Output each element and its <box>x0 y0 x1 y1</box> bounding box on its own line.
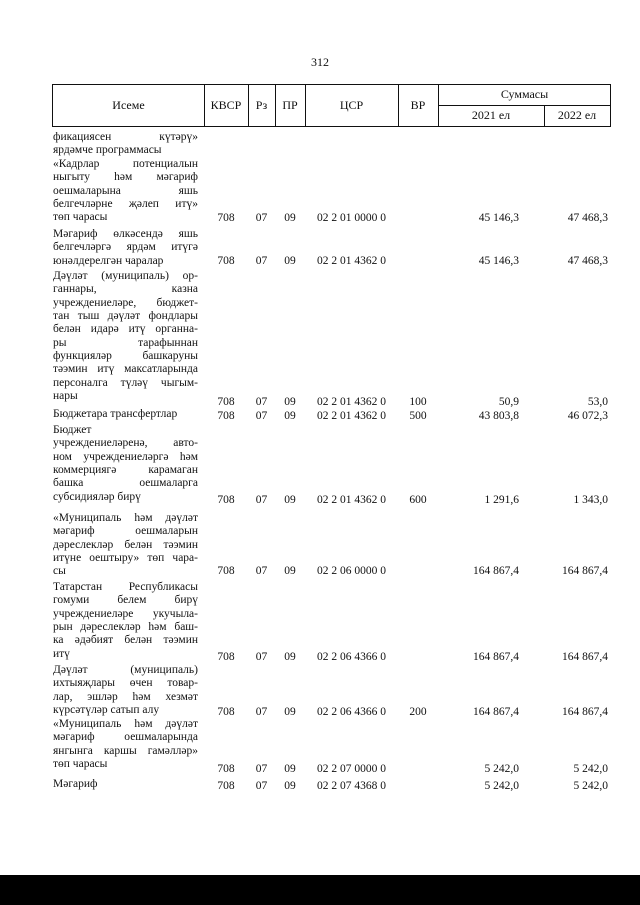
row-kvsr: 708 <box>217 255 235 267</box>
row-name-line: белән идарә итү органна- <box>53 323 198 336</box>
row-name-line: тан тыш дәүләт фондлары <box>53 310 198 323</box>
row-name-line: Бюджет <box>53 424 92 436</box>
row-kvsr: 708 <box>217 494 235 506</box>
row-name <box>53 512 198 579</box>
row-sum-2021: 50,9 <box>498 396 519 408</box>
row-rz: 07 <box>255 651 268 663</box>
row-sum-2021: 45 146,3 <box>478 212 519 224</box>
row-name-line: ка әдәбият белән тәэмин <box>53 634 198 647</box>
row-name-line: рын дәреслекләр һәм баш- <box>53 621 198 634</box>
row-sum-2022: 5 242,0 <box>573 780 608 792</box>
row-rz: 07 <box>255 396 268 408</box>
row-name-line: тәэмин итү максатларында <box>53 363 198 376</box>
row-rz: 07 <box>255 410 268 422</box>
row-csr: 02 2 01 4362 0 <box>317 494 386 506</box>
row-name <box>53 424 198 504</box>
header-pr: ПР <box>282 98 298 112</box>
row-sum-2022: 46 072,3 <box>567 410 608 422</box>
row-name-line: Дәүләт (муниципаль) ор- <box>53 270 198 282</box>
row-pr: 09 <box>284 396 296 408</box>
row-name <box>53 408 198 421</box>
row-name-line: белгечләргә ярдәм итүгә <box>53 241 198 254</box>
row-name-line: сы <box>53 565 66 578</box>
row-name <box>53 718 198 771</box>
row-name-line: ры тарафыннан <box>53 336 198 349</box>
row-kvsr: 708 <box>217 706 235 718</box>
row-csr: 02 2 01 0000 0 <box>317 212 386 224</box>
row-name-line: дәреслекләр белән тәэмин <box>53 538 198 551</box>
row-sum-2021: 164 867,4 <box>473 651 519 663</box>
row-name-line: ихтыяҗлары өчен товар- <box>53 677 198 690</box>
row-name-line: итүне оештыру» төп чара- <box>53 552 198 565</box>
row-sum-2021: 164 867,4 <box>473 565 519 577</box>
row-rz: 07 <box>255 706 268 718</box>
row-name-line: Мәгариф өлкәсендә яшь <box>53 228 198 240</box>
row-rz: 07 <box>255 494 268 506</box>
row-name-line: Дәүләт (муниципаль) <box>53 664 198 676</box>
row-sum-2022: 164 867,4 <box>562 706 608 718</box>
row-name-line: башка оешмаларга <box>53 477 198 490</box>
row-sum-2022: 47 468,3 <box>567 212 608 224</box>
row-name-line: янгынга каршы гамәлләр» <box>53 744 198 757</box>
row-name <box>53 581 198 661</box>
row-csr: 02 2 01 4362 0 <box>317 410 386 422</box>
row-name-line: гомуми белем бирү <box>53 594 198 607</box>
row-sum-2022: 164 867,4 <box>562 651 608 663</box>
row-sum-2021: 1 291,6 <box>484 494 519 506</box>
row-name-line: ныгыту һәм мәгариф <box>53 171 198 184</box>
row-csr: 02 2 07 0000 0 <box>317 763 386 775</box>
row-name-line: учреждениеләренә, авто- <box>53 437 198 450</box>
row-pr: 09 <box>284 706 296 718</box>
row-name-line: персоналга түләү чыгым- <box>53 376 198 389</box>
row-pr: 09 <box>284 494 296 506</box>
header-year-2022: 2022 ел <box>557 108 597 122</box>
row-name <box>53 778 198 791</box>
row-name-line: учреждениеләре, бюджет- <box>53 296 198 309</box>
header-rz: Рз <box>255 98 268 112</box>
row-name-line: лар, эшләр һәм хезмәт <box>53 690 198 703</box>
row-name <box>53 228 198 268</box>
row-sum-2021: 5 242,0 <box>484 780 519 792</box>
row-rz: 07 <box>255 780 268 792</box>
row-pr: 09 <box>284 780 296 792</box>
row-csr: 02 2 06 0000 0 <box>317 565 386 577</box>
row-rz: 07 <box>255 212 268 224</box>
scan-edge-band <box>0 875 640 905</box>
row-csr: 02 2 07 4368 0 <box>317 780 386 792</box>
row-name-line: функцияләр башкаруны <box>53 350 198 363</box>
row-kvsr: 708 <box>217 212 235 224</box>
row-name-line: итү <box>53 647 70 660</box>
row-pr: 09 <box>284 565 296 577</box>
row-kvsr: 708 <box>217 565 235 577</box>
header-sums: Суммасы <box>500 87 549 101</box>
row-vr: 200 <box>409 706 427 718</box>
header-kvsr: КВСР <box>210 98 242 112</box>
row-name-line: күрсәтүләр сатып алу <box>53 704 160 717</box>
row-sum-2022: 47 468,3 <box>567 255 608 267</box>
row-name-line: мәгариф оешмаларын <box>53 525 198 538</box>
row-pr: 09 <box>284 410 296 422</box>
row-name-line: учреждениеләре укучыла- <box>53 607 198 620</box>
row-name-line: ярдәмче программасы <box>53 144 162 157</box>
row-pr: 09 <box>284 651 296 663</box>
row-sum-2022: 1 343,0 <box>573 494 608 506</box>
row-name-line: Мәгариф <box>53 778 98 790</box>
row-name-line: мәгариф оешмаларында <box>53 731 198 744</box>
row-name-line: субсидияләр бирү <box>53 490 141 503</box>
row-name-line: «Муниципаль һәм дәүләт <box>53 718 198 730</box>
row-name-line: белгечләрне җәлеп итү» <box>53 198 198 211</box>
row-vr: 600 <box>409 494 427 506</box>
row-vr: 100 <box>409 396 427 408</box>
row-name-line: төп чарасы <box>53 758 108 771</box>
row-rz: 07 <box>255 255 268 267</box>
row-kvsr: 708 <box>217 780 235 792</box>
row-kvsr: 708 <box>217 396 235 408</box>
row-name-line: коммерциягә карамаган <box>53 464 198 477</box>
row-rz: 07 <box>255 763 268 775</box>
row-sum-2021: 164 867,4 <box>473 706 519 718</box>
row-name-line: «Муниципаль һәм дәүләт <box>53 512 198 524</box>
row-name-line: нары <box>53 390 78 403</box>
row-name-line: оешмаларына яшь <box>53 184 198 197</box>
row-pr: 09 <box>284 212 296 224</box>
row-name <box>53 270 198 403</box>
row-name-line: төп чарасы <box>53 211 108 224</box>
row-rz: 07 <box>255 565 268 577</box>
row-sum-2022: 5 242,0 <box>573 763 608 775</box>
row-name-line: фикациясен күтәрү» <box>53 131 198 143</box>
row-name-line: ном учреждениеләргә һәм <box>53 450 198 463</box>
row-sum-2022: 53,0 <box>587 396 608 408</box>
header-csr: ЦСР <box>339 98 364 112</box>
row-name-line: Татарстан Республикасы <box>53 581 198 593</box>
row-sum-2022: 164 867,4 <box>562 565 608 577</box>
header-year-2021: 2021 ел <box>471 108 511 122</box>
row-sum-2021: 5 242,0 <box>484 763 519 775</box>
row-pr: 09 <box>284 763 296 775</box>
page-number: 312 <box>311 55 329 69</box>
row-pr: 09 <box>284 255 296 267</box>
row-kvsr: 708 <box>217 410 235 422</box>
row-name-line: «Кадрлар потенциалын <box>53 158 198 170</box>
row-name-line: юнәлдерелгән чаралар <box>53 254 164 267</box>
row-sum-2021: 43 803,8 <box>478 410 519 422</box>
row-csr: 02 2 06 4366 0 <box>317 651 386 663</box>
row-name-line: ганнары, казна <box>53 283 198 296</box>
row-kvsr: 708 <box>217 763 235 775</box>
row-name <box>53 131 198 158</box>
row-kvsr: 708 <box>217 651 235 663</box>
row-name <box>53 664 198 717</box>
row-csr: 02 2 01 4362 0 <box>317 396 386 408</box>
header-vr: ВР <box>410 98 426 112</box>
row-name <box>53 158 198 225</box>
header-name: Исеме <box>112 98 145 112</box>
row-vr: 500 <box>409 410 427 422</box>
row-csr: 02 2 01 4362 0 <box>317 255 386 267</box>
row-sum-2021: 45 146,3 <box>478 255 519 267</box>
row-name-line: Бюджетара трансфертлар <box>53 408 178 420</box>
row-csr: 02 2 06 4366 0 <box>317 706 386 718</box>
